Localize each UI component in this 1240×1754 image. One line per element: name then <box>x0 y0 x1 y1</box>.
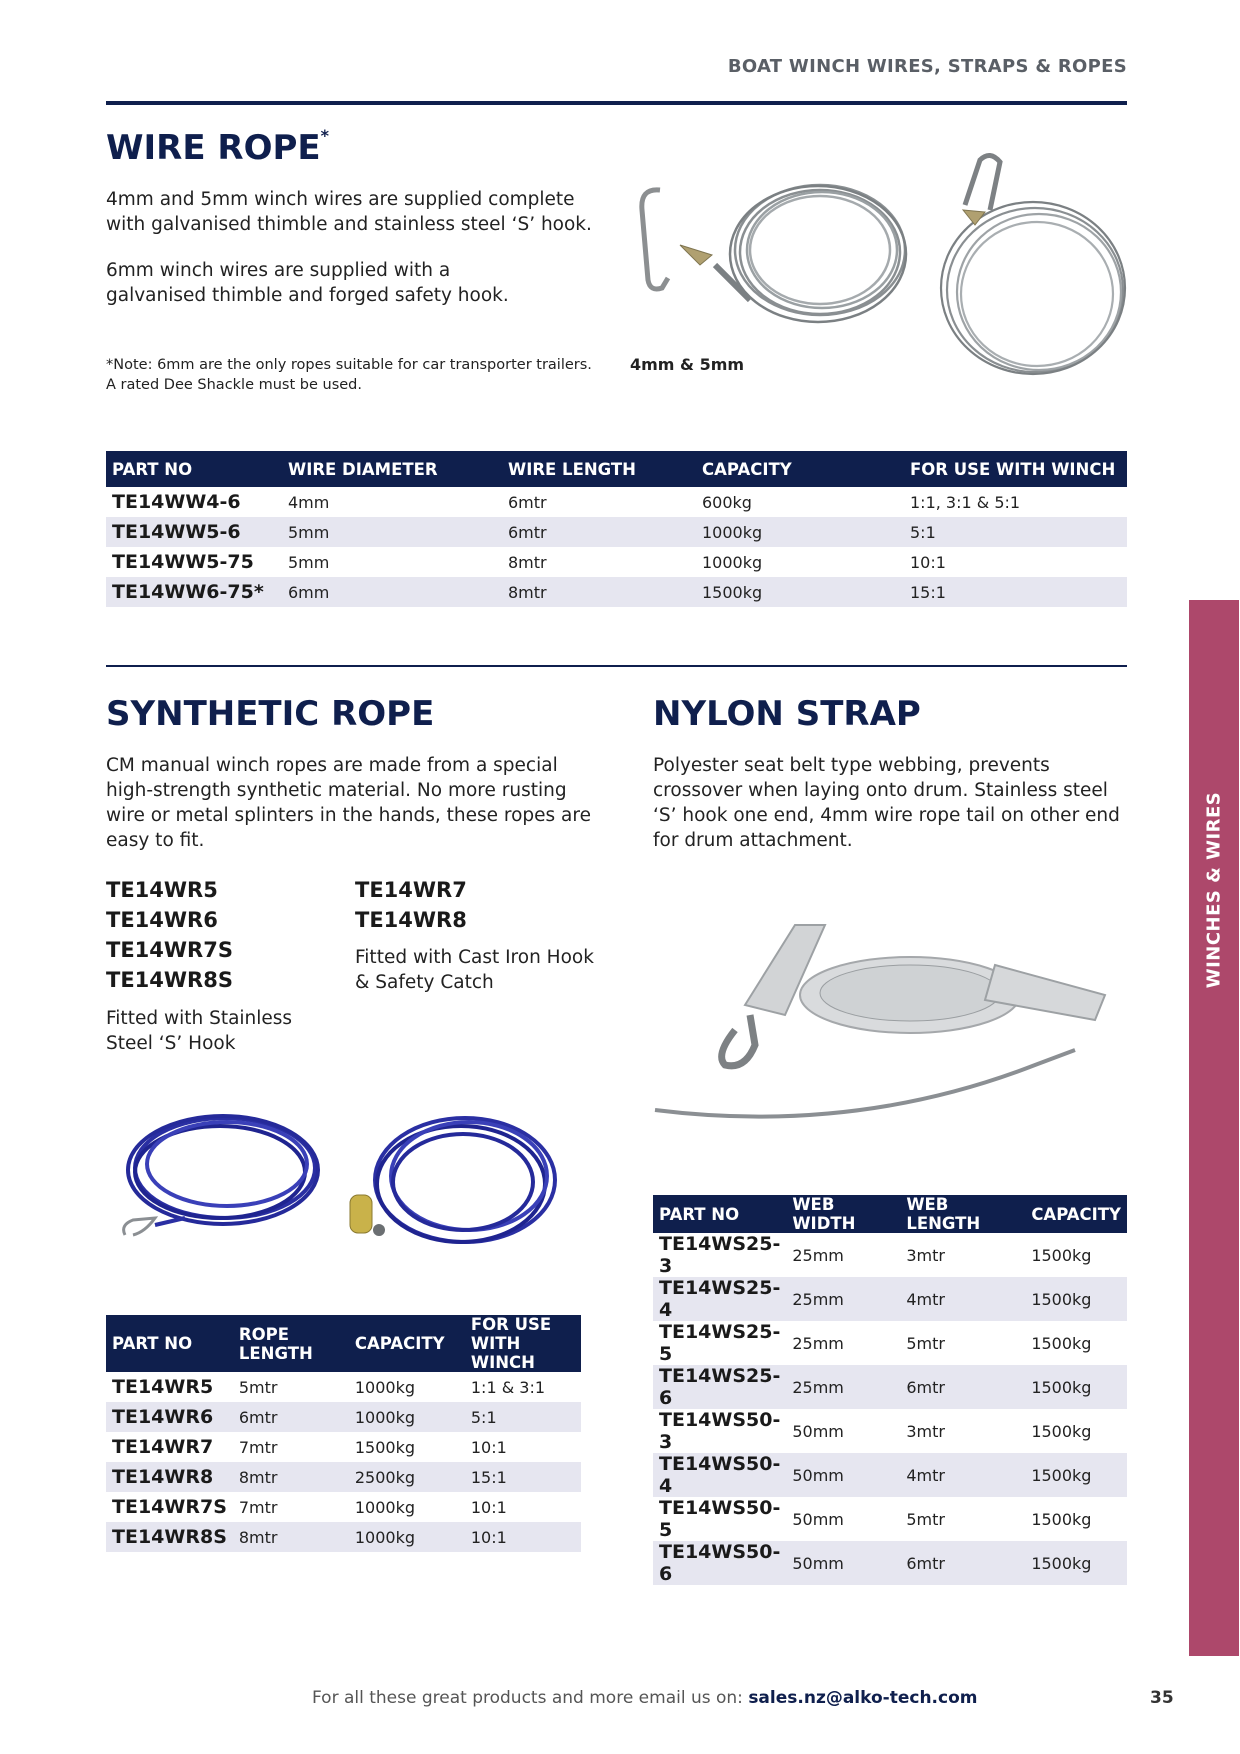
wire-rope-para1: 4mm and 5mm winch wires are supplied complete with galvanised thimble and stainless steel ‘S’ hook. <box>106 189 592 235</box>
part-no-cell: TE14WR7 <box>112 1436 214 1458</box>
table-row <box>106 1492 581 1522</box>
table-cell: 50mm <box>786 1453 900 1497</box>
table-cell: 1:1 & 3:1 <box>470 1377 546 1397</box>
column-header: PART NO <box>106 1315 233 1372</box>
header-divider <box>106 101 1127 105</box>
table-cell: 4mtr <box>900 1453 1025 1497</box>
column-header: PART NO <box>653 1195 786 1233</box>
table-row <box>106 1432 581 1462</box>
column-header: WIRE DIAMETER <box>282 451 502 487</box>
table-cell: 25mm <box>786 1365 900 1409</box>
table-cell: 10:1 <box>470 1497 507 1517</box>
column-header: ROPE LENGTH <box>233 1315 349 1372</box>
table-cell: 1500kg <box>354 1437 416 1457</box>
table-cell: 5mm <box>288 552 330 572</box>
wire-rope-title <box>106 125 329 168</box>
table-cell: 8mtr <box>508 552 547 572</box>
table-row <box>106 517 1127 547</box>
table-cell: 5mtr <box>238 1377 278 1397</box>
section-header: BOAT WINCH WIRES, STRAPS & ROPES <box>727 56 1127 77</box>
table-cell: 1:1, 3:1 & 5:1 <box>910 492 1021 512</box>
part-no-cell: TE14WR6 <box>106 1402 233 1432</box>
table-cell: 1500kg <box>1025 1277 1127 1321</box>
table-cell: 25mm <box>792 1245 844 1265</box>
part-code: TE14WR8S <box>106 968 233 992</box>
table-row <box>653 1409 1127 1453</box>
table-cell: 1500kg <box>1025 1453 1127 1497</box>
nylon-strap-image <box>655 905 1125 1135</box>
table-cell: 10:1 <box>470 1437 507 1457</box>
table-cell: 1500kg <box>1025 1541 1127 1585</box>
table-row <box>106 547 1127 577</box>
part-code: TE14WR6 <box>106 908 218 932</box>
table-cell: 1500kg <box>1031 1333 1092 1353</box>
column-header: FOR USE WITH WINCH <box>904 451 1127 487</box>
table-cell: 1000kg <box>349 1402 465 1432</box>
table-cell: 6mtr <box>502 517 696 547</box>
wire-rope-para2: 6mm winch wires are supplied with a galvanised thimble and forged safety hook. <box>106 260 509 306</box>
column-header: WEB WIDTH <box>786 1195 900 1233</box>
part-no-cell: TE14WW6-75* <box>106 577 282 607</box>
part-no-cell: TE14WS50-3 <box>659 1409 781 1453</box>
table-cell: 25mm <box>786 1277 900 1321</box>
wire-rope-caption: 4mm & 5mm <box>630 355 745 374</box>
table-cell: 1000kg <box>696 517 904 547</box>
part-no-cell: TE14WS50-5 <box>659 1497 781 1541</box>
table-cell: 5mtr <box>906 1509 945 1529</box>
table-cell: 15:1 <box>465 1462 581 1492</box>
table-cell: 5:1 <box>904 517 1127 547</box>
table-cell: 25mm <box>792 1333 844 1353</box>
part-no-cell: TE14WS25-3 <box>659 1233 781 1277</box>
table-cell: 5mtr <box>906 1333 945 1353</box>
synthetic-group2-parts <box>355 875 467 935</box>
part-code: TE14WR5 <box>106 878 218 902</box>
table-cell: 15:1 <box>904 577 1127 607</box>
side-tab-label: WINCHES & WIRES <box>1203 791 1225 989</box>
table-cell: 3mtr <box>906 1245 945 1265</box>
synthetic-rope-table-header <box>106 1315 581 1372</box>
column-header: WIRE LENGTH <box>502 451 696 487</box>
part-no-cell: TE14WR8 <box>106 1462 233 1492</box>
table-row <box>653 1365 1127 1409</box>
side-tab <box>1189 600 1239 1656</box>
table-cell: 1000kg <box>354 1497 416 1517</box>
part-no-cell: TE14WW5-75 <box>112 551 254 573</box>
wire-rope-title-text: WIRE ROPE <box>106 128 321 168</box>
part-no-cell: TE14WS25-6 <box>653 1365 786 1409</box>
table-cell: 8mtr <box>233 1522 349 1552</box>
part-no-cell: TE14WS50-4 <box>653 1453 786 1497</box>
table-row <box>106 577 1127 607</box>
table-cell: 10:1 <box>910 552 946 572</box>
table-cell: 6mtr <box>900 1365 1025 1409</box>
synthetic-rope-s-hook-image <box>115 1100 325 1270</box>
table-cell: 5mm <box>282 517 502 547</box>
table-cell: 1500kg <box>1031 1509 1092 1529</box>
synthetic-rope-safety-hook-image <box>345 1090 565 1260</box>
column-header: PART NO <box>106 451 282 487</box>
column-header: CAPACITY <box>349 1315 465 1372</box>
wire-rope-title-mark: * <box>320 125 329 145</box>
column-header: WEB LENGTH <box>900 1195 1025 1233</box>
synthetic-group1-parts <box>106 875 233 995</box>
table-cell: 5:1 <box>465 1402 581 1432</box>
table-cell: 1500kg <box>1031 1245 1092 1265</box>
table-cell: 8mtr <box>502 577 696 607</box>
page-number: 35 <box>1150 1688 1174 1708</box>
table-cell: 1000kg <box>349 1522 465 1552</box>
section-divider <box>106 665 1127 667</box>
footer <box>312 1688 977 1708</box>
wire-rope-table <box>106 451 1127 607</box>
table-cell: 6mtr <box>233 1402 349 1432</box>
table-cell: 7mtr <box>238 1497 278 1517</box>
table-cell: 6mtr <box>900 1541 1025 1585</box>
wire-rope-note-line1: *Note: 6mm are the only ropes suitable for car transporter trailers. <box>106 357 592 373</box>
column-header: CAPACITY <box>1025 1195 1127 1233</box>
table-cell: 1000kg <box>702 552 763 572</box>
part-no-cell: TE14WR7S <box>112 1496 227 1518</box>
table-cell: 600kg <box>702 492 752 512</box>
part-no-cell: TE14WS25-4 <box>653 1277 786 1321</box>
synthetic-rope-description: CM manual winch ropes are made from a special high-strength synthetic material. No more rusting wire or metal splinters in the hands, these ropes are easy to fit. <box>106 755 591 851</box>
part-no-cell: TE14WR8S <box>106 1522 233 1552</box>
table-row <box>653 1541 1127 1585</box>
table-cell: 4mtr <box>900 1277 1025 1321</box>
table-row <box>653 1233 1127 1277</box>
wire-rope-note-line2: A rated Dee Shackle must be used. <box>106 377 362 393</box>
table-cell: 6mtr <box>508 492 547 512</box>
part-code: TE14WR8 <box>355 908 467 932</box>
table-cell: 8mtr <box>233 1462 349 1492</box>
column-header: CAPACITY <box>696 451 904 487</box>
footer-text: For all these great products and more email us on: <box>312 1688 743 1708</box>
table-row <box>106 1462 581 1492</box>
wire-rope-note <box>106 355 592 395</box>
synthetic-group1-fitted: Fitted with Stainless Steel ‘S’ Hook <box>106 1008 293 1054</box>
table-row <box>653 1321 1127 1365</box>
table-row <box>106 1402 581 1432</box>
table-cell: 1500kg <box>1031 1421 1092 1441</box>
part-no-cell: TE14WW5-6 <box>106 517 282 547</box>
table-cell: 6mm <box>282 577 502 607</box>
part-code: TE14WR7 <box>355 878 467 902</box>
part-no-cell: TE14WW4-6 <box>112 491 241 513</box>
table-row <box>653 1277 1127 1321</box>
table-cell: 1000kg <box>354 1377 416 1397</box>
synthetic-group2-fitted: Fitted with Cast Iron Hook & Safety Catch <box>355 947 594 993</box>
table-cell: 50mm <box>792 1509 844 1529</box>
table-cell: 50mm <box>786 1541 900 1585</box>
table-cell: 2500kg <box>349 1462 465 1492</box>
part-no-cell: TE14WS50-6 <box>653 1541 786 1585</box>
footer-email-link[interactable]: sales.nz@alko-tech.com <box>748 1688 978 1708</box>
part-code: TE14WR7S <box>106 938 233 962</box>
synthetic-rope-title: SYNTHETIC ROPE <box>106 694 435 734</box>
table-cell: 50mm <box>792 1421 844 1441</box>
nylon-strap-description: Polyester seat belt type webbing, prevents crossover when laying onto drum. Stainless steel ‘S’ hook one end, 4mm wire rope tail on other end for drum attachment. <box>653 755 1120 851</box>
table-cell: 10:1 <box>465 1522 581 1552</box>
table-row <box>106 1372 581 1402</box>
table-row <box>653 1497 1127 1541</box>
part-no-cell: TE14WS25-5 <box>659 1321 781 1365</box>
table-cell: 1500kg <box>1025 1365 1127 1409</box>
wire-rope-table-header <box>106 451 1127 487</box>
part-no-cell: TE14WR5 <box>112 1376 214 1398</box>
table-cell: 4mm <box>288 492 330 512</box>
table-cell: 7mtr <box>238 1437 278 1457</box>
table-row <box>106 1522 581 1552</box>
table-row <box>106 487 1127 517</box>
nylon-strap-table-header <box>653 1195 1127 1233</box>
nylon-strap-title: NYLON STRAP <box>653 694 921 734</box>
synthetic-rope-table <box>106 1315 581 1552</box>
column-header: FOR USE WITH WINCH <box>465 1315 581 1372</box>
wire-rope-coil-image <box>620 170 920 350</box>
wire-rope-6mm-image <box>935 150 1135 390</box>
table-cell: 1500kg <box>696 577 904 607</box>
table-cell: 3mtr <box>906 1421 945 1441</box>
nylon-strap-table <box>653 1195 1127 1585</box>
table-row <box>653 1453 1127 1497</box>
